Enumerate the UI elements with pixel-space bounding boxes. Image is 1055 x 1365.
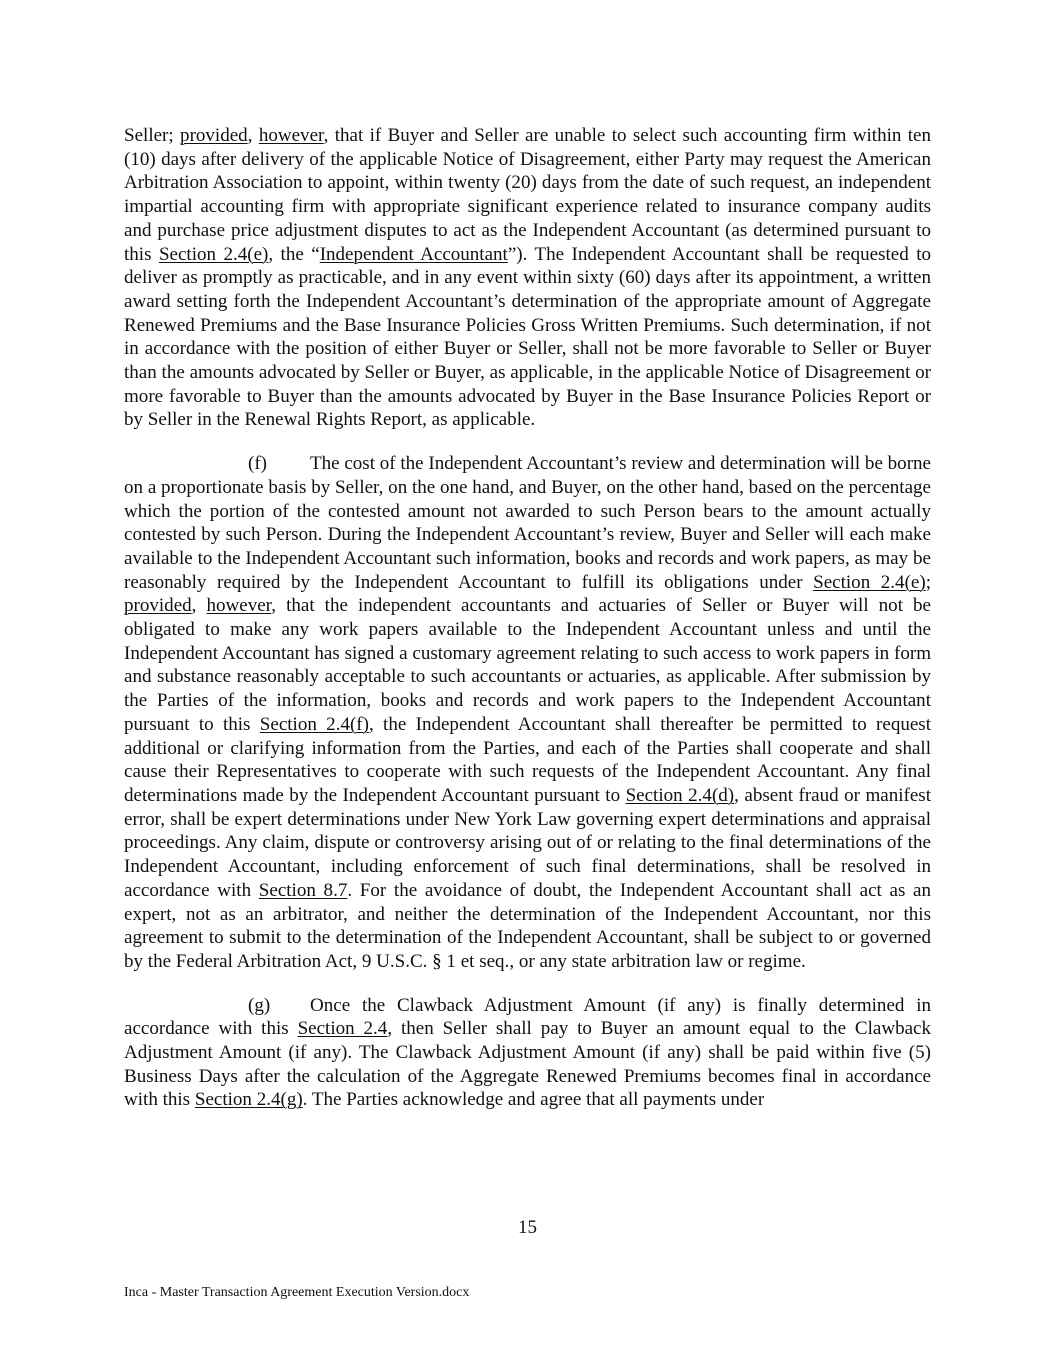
section-reference: Section 2.4(e) [158,243,269,265]
term-provided: provided [180,125,248,146]
text-run: The cost of the Independent Accountant’s review and determination will be borne on a proportionate basis by Seller, on the one hand, and Buyer, on the other hand, based on the percentage which the portion of the contested amount not awarded to such Person bears to the amount actually contested by such Person. During the Independent Accountant’s review, Buyer and Seller will each make available to the Independent Accountant such information, books and records and work papers, as may be reasonably required by the Independent Accountant to fulfill its obligations under [124,453,931,593]
text-run: ; [925,571,931,593]
section-reference: Section 2.4(d) [625,784,735,806]
text-run: . The Parties acknowledge and agree that all payments under [302,1089,765,1111]
text-run: . For the avoidance of doubt, the Independent Accountant shall act as an expert, not as an arbitrator, and neither the determination of the Independent Accountant, nor this agreement to submit to the determination of the Independent Accountant, shall be subject to or governed by the Federal Arbitration Act, 9 U.S.C. § 1 et seq., or any state arbitration law or regime. [124,879,932,972]
document-body [124,124,931,1132]
term-provided: provided [124,595,192,617]
section-reference: Section 2.4(e) [813,571,926,593]
text-run: , then Seller shall pay to Buyer an amount equal to the Clawback Adjustment Amount (if any). The Clawback Adjustment Amount (if any) shall be paid within five (5) Business Days after the calculation of the Aggregate Renewed Premiums becomes final in accordance with this [124,1018,932,1111]
term-however: however [206,595,272,617]
term-however: however [258,125,324,146]
text-run: , that the independent accountants and actuaries of Seller or Buyer will not be obligated to make any work papers available to the Independent Accountant unless and until the Independent Accountant has signed a customary agreement relating to such access to work papers in form and substance reasonably acceptable to such accountants or actuaries, as applicable. After submission by the Parties of the information, books and records and work papers to the Independent Accountant pursuant to this [124,595,932,735]
text-run: , [247,125,259,146]
text-run: Once the Clawback Adjustment Amount (if any) is finally determined in accordance with this [124,994,931,1040]
paragraph-marker: (f) [248,453,268,475]
text-run: Seller; [124,125,181,146]
section-reference: Section 2.4 [297,1018,388,1040]
section-reference: Section 2.4(f) [259,713,369,735]
paragraph-g [124,994,931,1113]
text-run: ”). The Independent Accountant shall be requested to deliver as promptly as practicable, and in any event within sixty (60) days after its appointment, a written award setting forth the Independent Accountant’s determination of the appropriate amount of Aggregate Renewed Premiums and the Base Insurance Policies Gross Written Premiums. Such determination, if not in accordance with the position of either Buyer or Seller, shall not be more favorable to Seller or Buyer than the amounts advocated by Seller or Buyer, as applicable, in the applicable Notice of Disagreement or more favorable to Buyer than the amounts advocated by Buyer in the Base Insurance Policies Report or by Seller in the Renewal Rights Report, as applicable. [124,243,931,431]
section-reference: Section 2.4(g) [194,1089,303,1111]
page-number: 15 [518,1217,537,1238]
text-run: , absent fraud or manifest error, shall be expert determinations under New York Law governing expert determinations and appraisal proceedings. Any claim, dispute or controversy arising out of or relating to the final determinations of the Independent Accountant, including enforcement of such final determinations, shall be resolved in accordance with [124,784,932,901]
footer-document-name: Inca - Master Transaction Agreement Execution Version.docx [124,1285,470,1300]
section-reference: Section 8.7 [258,879,348,901]
text-run: , the “ [268,243,320,265]
text-run: , [191,595,207,617]
paragraph-marker: (g) [248,994,271,1016]
text-run: , the Independent Accountant shall thereafter be permitted to request additional or clarifying information from the Parties, and each of the Parties shall cooperate and shall cause their Representatives to cooperate with such requests of the Independent Accountant. Any final determinations made by the Independent Accountant pursuant to [124,713,931,806]
paragraph-f [124,452,931,973]
paragraph-e-continued [124,124,931,432]
text-run: , that if Buyer and Seller are unable to select such accounting firm within ten (10) days after delivery of the applicable Notice of Disagreement, either Party may request the American Arbitration Association to appoint, within twenty (20) days from the date of such request, an independent impartial accounting firm with appropriate significant experience related to insurance company audits and purchase price adjustment disputes to act as the Independent Accountant (as determined pursuant to this [124,125,932,265]
defined-term: Independent Accountant [319,243,508,265]
